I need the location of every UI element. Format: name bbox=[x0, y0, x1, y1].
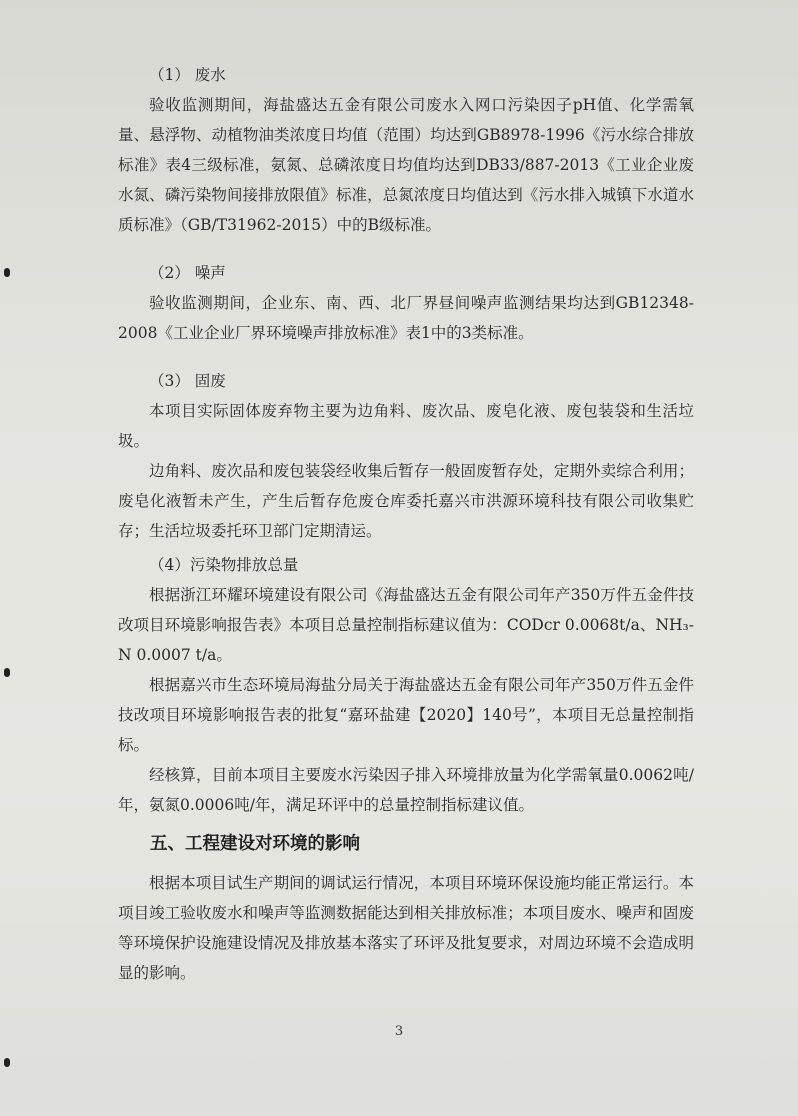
section-heading: （4）污染物排放总量 bbox=[149, 556, 299, 574]
page-number: 3 bbox=[394, 1024, 404, 1039]
binder-mark bbox=[4, 668, 10, 677]
paragraph: 根据本项目试生产期间的调试运行情况，本项目环境环保设施均能正常运行。本项目竣工验收废水和噪声等监测数据能达到相关排放标准；本项目废水、噪声和固废等环境保护设施建设情况及排放基本落实了环评及批复要求，对周边环境不会造成明显的影响。 bbox=[118, 874, 694, 982]
section-total-emissions bbox=[118, 550, 694, 820]
paragraph: 根据浙江环耀环境建设有限公司《海盐盛达五金有限公司年产350万件五金件技改项目环境影响报告表》本项目总量控制指标建议值为：CODcr 0.0068t/a、NH₃-N 0.0007 t/a。 bbox=[118, 586, 694, 664]
paragraph: 边角料、废次品和废包装袋经收集后暂存一般固废暂存处，定期外卖综合利用；废皂化液暂未产生，产生后暂存危废仓库委托嘉兴市洪源环境科技有限公司收集贮存；生活垃圾委托环卫部门定期清运。 bbox=[118, 462, 694, 540]
paragraph: 本项目实际固体废弃物主要为边角料、废次品、废皂化液、废包装袋和生活垃圾。 bbox=[118, 402, 694, 450]
paragraph: 经核算，目前本项目主要废水污染因子排入环境排放量为化学需氧量0.0062吨/年，氨氮0.0006吨/年，满足环评中的总量控制指标建议值。 bbox=[118, 766, 694, 814]
section-wastewater bbox=[118, 60, 694, 240]
section-solid-waste bbox=[118, 366, 694, 546]
paragraph: 验收监测期间，海盐盛达五金有限公司废水入网口污染因子pH值、化学需氧量、悬浮物、动植物油类浓度日均值（范围）均达到GB8978-1996《污水综合排放标准》表4三级标准，氨氮、总磷浓度日均值均达到DB33/887-2013《工业企业废水氮、磷污染物间接排放限值》标准，总氮浓度日均值达到《污水排入城镇下水道水质标准》（GB/T31962-2015）中的B级标准。 bbox=[118, 96, 694, 234]
binder-mark bbox=[4, 1058, 10, 1067]
paragraph: 根据嘉兴市生态环境局海盐分局关于海盐盛达五金有限公司年产350万件五金件技改项目环境影响报告表的批复“嘉环盐建【2020】140号”，本项目无总量控制指标。 bbox=[118, 676, 694, 754]
section-heading: （2） 噪声 bbox=[149, 264, 226, 282]
section-five-body bbox=[118, 868, 694, 988]
section-five-title: 五、工程建设对环境的影响 bbox=[150, 834, 360, 854]
section-heading: （3） 固废 bbox=[149, 372, 226, 390]
paragraph: 验收监测期间，企业东、南、西、北厂界昼间噪声监测结果均达到GB12348-2008《工业企业厂界环境噪声排放标准》表1中的3类标准。 bbox=[118, 294, 694, 342]
section-noise bbox=[118, 258, 694, 348]
section-heading: （1） 废水 bbox=[149, 66, 226, 84]
binder-mark bbox=[4, 268, 10, 277]
